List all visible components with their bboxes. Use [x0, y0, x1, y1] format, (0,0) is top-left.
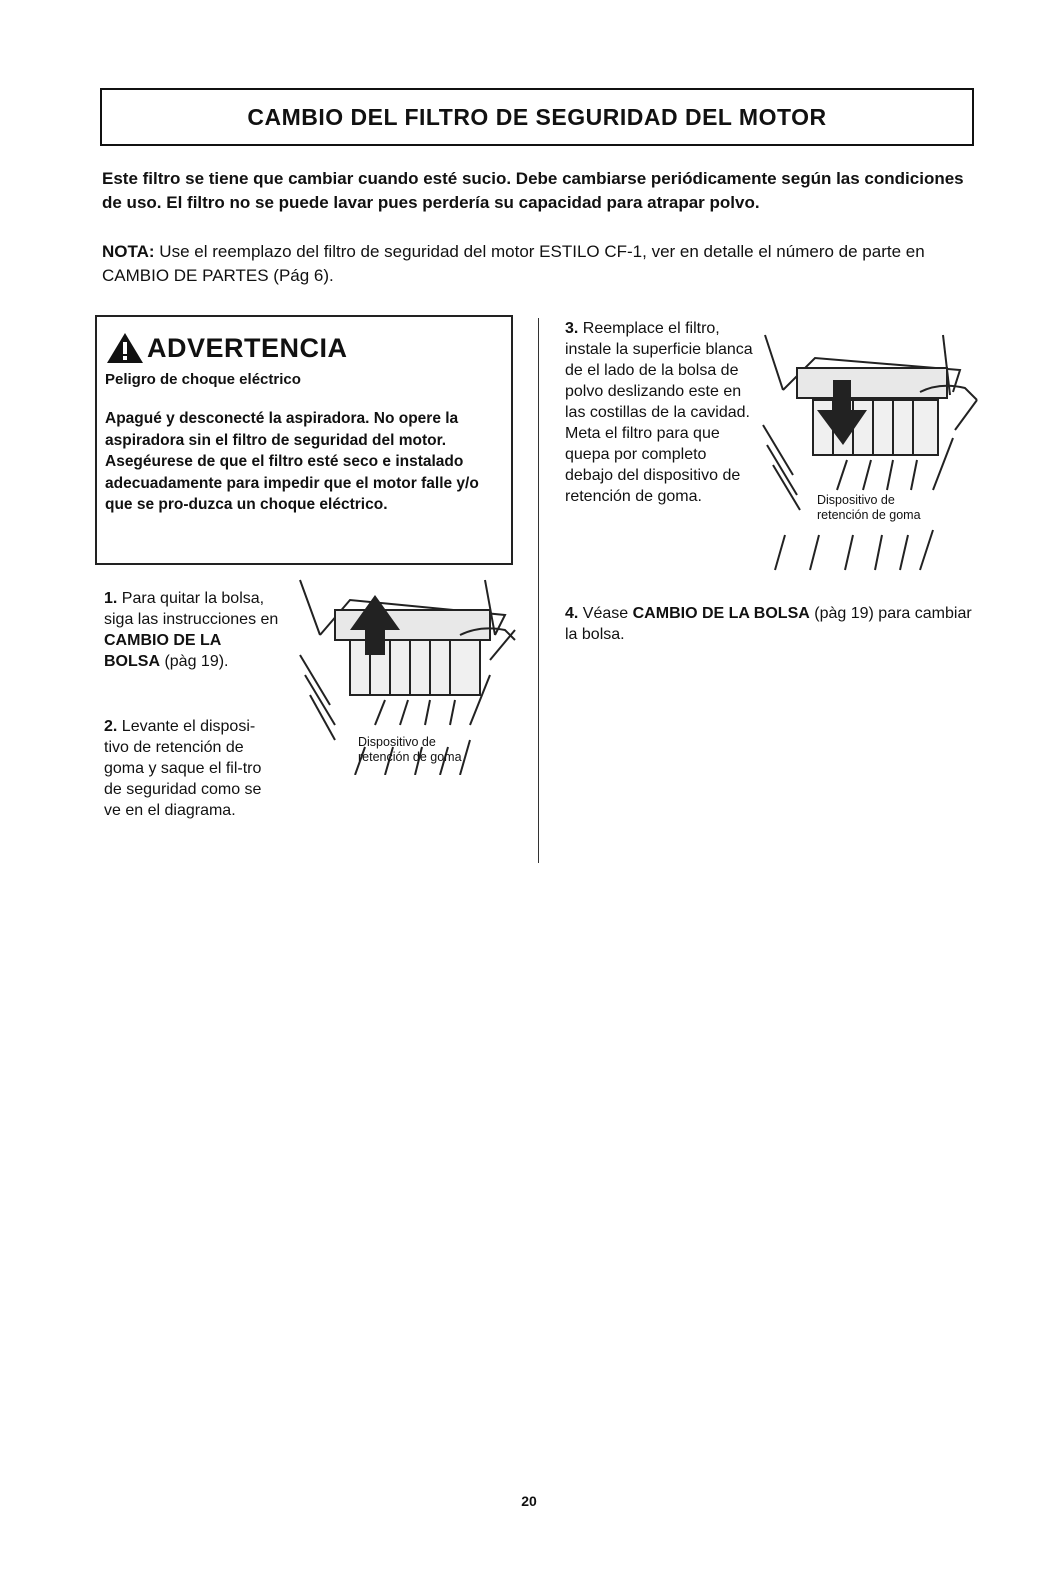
warning-box [95, 315, 513, 565]
diagram-2-label-line1: Dispositivo de [817, 493, 895, 507]
warning-title: ADVERTENCIA [147, 332, 348, 363]
column-divider [538, 318, 539, 863]
diagram-2-label [817, 493, 997, 523]
page-title: CAMBIO DEL FILTRO DE SEGURIDAD DEL MOTOR [247, 103, 827, 130]
page-number: 20 [521, 1493, 537, 1509]
step-3-text: Reemplace el filtro, instale la superficie blanca de el lado de la bolsa de polvo deslizando este en las costillas de la cavidad. Meta el filtro para que quepa por completo debajo del dispositivo de retención de goma. [565, 320, 753, 505]
section-title-box [100, 88, 974, 146]
filter-removal-diagram [290, 575, 535, 775]
note-label: NOTA: [102, 242, 155, 261]
step-3 [565, 318, 755, 507]
step-4 [565, 603, 985, 645]
step-2-text: Levante el disposi-tivo de retención de goma y saque el fil-tro de seguridad como se ve en el diagrama. [104, 718, 262, 819]
filter-installation-illustration [755, 330, 1000, 575]
step-3-number: 3. [565, 320, 579, 337]
diagram-1-label [358, 735, 533, 765]
filter-installation-diagram [755, 330, 1000, 575]
step-4-text-b: (pàg 19) para cambiar la bolsa. [565, 605, 972, 643]
intro-line2: El filtro no se puede lavar pues perdería su capacidad para atrapar polvo. [166, 193, 760, 212]
step-1-text-a: Para quitar la bolsa, siga las instrucciones en [104, 590, 279, 628]
diagram-2-label-line2: retención de goma [817, 508, 921, 522]
warning-subtitle: Peligro de choque eléctrico [105, 371, 301, 388]
note-text: Use el reemplazo del filtro de seguridad del motor ESTILO CF-1, ver en detalle el número de parte en CAMBIO DE PARTES (Pág 6). [102, 242, 925, 285]
step-1 [104, 588, 279, 672]
step-4-text-a: Véase [582, 605, 629, 622]
step-1-text-b: (pàg 19). [164, 653, 229, 670]
step-2-number: 2. [104, 718, 118, 735]
warning-header [105, 331, 503, 365]
step-1-number: 1. [104, 590, 118, 607]
intro-line1: Este filtro se tiene que cambiar cuando esté sucio. Debe cambiarse periódicamente según las condiciones de uso. [102, 169, 964, 212]
step-4-reference: CAMBIO DE LA BOLSA [632, 605, 810, 622]
warning-body: Apagué y desconecté la aspiradora. No opere la aspiradora sin el filtro de seguridad del motor. Asegéurese de que el filtro esté seco e instalado adecuadamente para impedir que el motor falle y/o que se pro-duzca un choque eléctrico. [105, 410, 479, 513]
intro-paragraph [102, 167, 982, 215]
step-2 [104, 716, 279, 821]
step-4-number: 4. [565, 605, 579, 622]
note-paragraph [102, 240, 982, 288]
diagram-1-label-line1: Dispositivo de [358, 735, 436, 749]
diagram-1-label-line2: retención de goma [358, 750, 462, 764]
step-1-reference: CAMBIO DE LA BOLSA [104, 632, 221, 670]
warning-triangle-icon [105, 331, 145, 365]
